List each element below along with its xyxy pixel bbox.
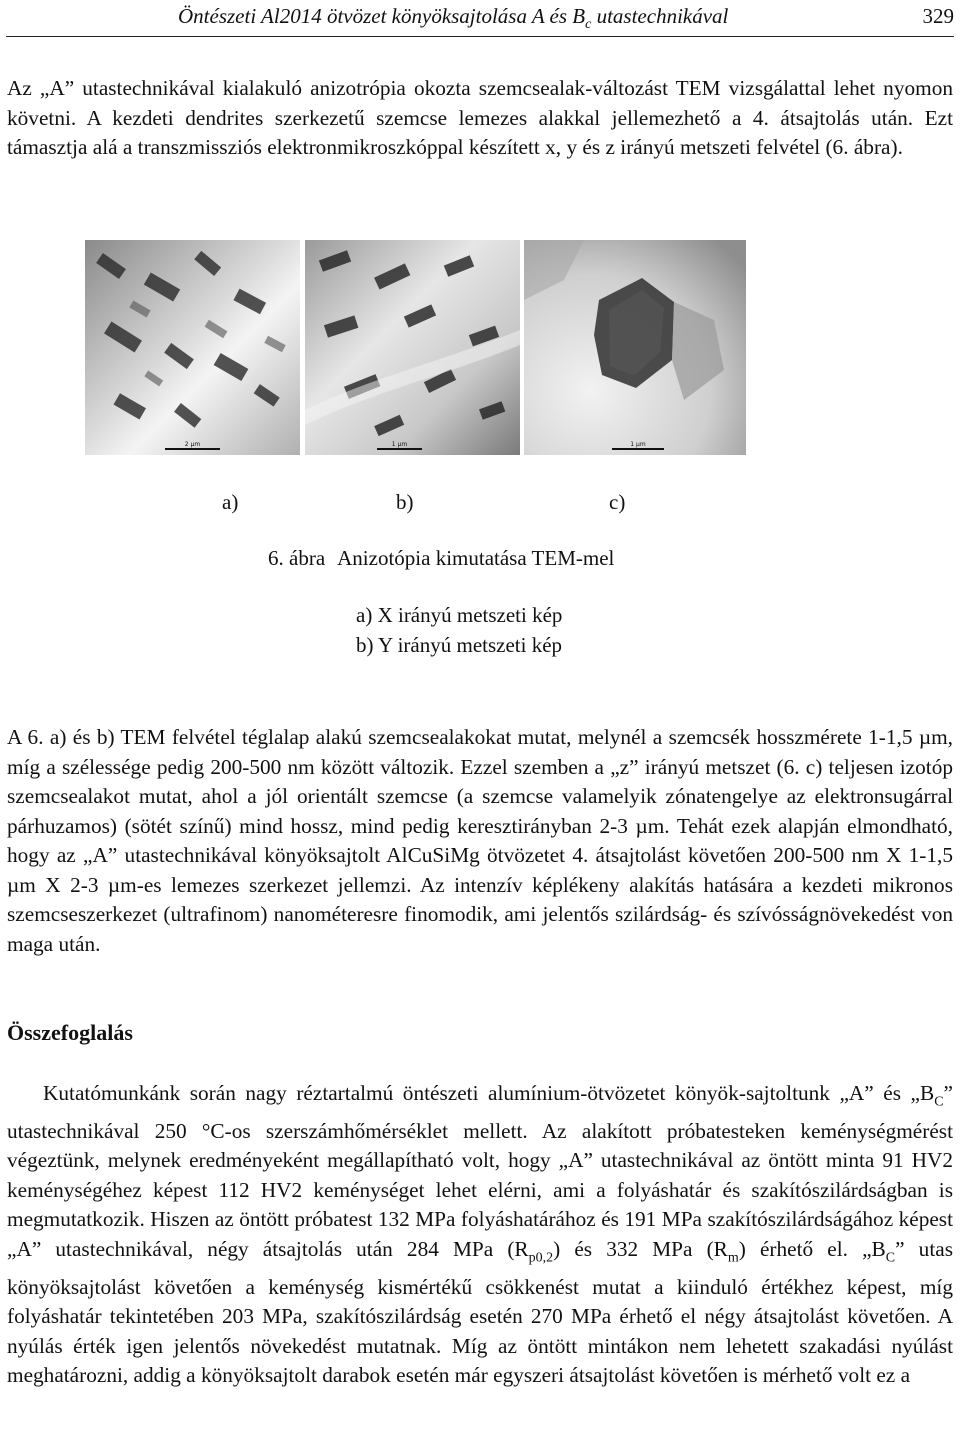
panel-label-a: a) bbox=[222, 490, 239, 514]
scale-bar-b bbox=[377, 448, 422, 450]
scale-bar-label-c: 1 µm bbox=[630, 441, 646, 448]
page-number: 329 bbox=[922, 4, 954, 28]
caption-sub-b: b) Y irányú metszeti kép bbox=[356, 633, 563, 657]
scale-bar-c bbox=[612, 448, 664, 450]
tem-image-x-section bbox=[85, 240, 300, 455]
scale-bar-label-a: 2 µm bbox=[184, 441, 201, 448]
figure-caption: 6. ábra Anizotópia kimutatása TEM-mel bbox=[268, 546, 615, 570]
paragraph-summary: Kutatómunkánk során nagy réztartalmú öntészeti alumínium-ötvözetet könyök-sajtoltunk „A” és $„B_C$” utastechnikával 250 °C-os szerszámhőmérséklet mellett. Az alakított próbatesteken keménységmérést végeztünk, melynek eredményeként megállapítható volt, hogy „A” utastechnikával az öntött minta 91 HV2 keménységéhez képest 112 HV2 keménységet lehet elérni, ami a folyáshatár és szakítószilárdságban is megmutatkozik. Hiszen az öntött próbatest 132 MPa folyáshatárához és 191 MPa szakítószilárdságához képest „A” utastechnikával, négy átsajtolás után 284 MPa $(R_{p0,2})$ és 332 MPa $(R_m)$ érhető el. $„B_C$” utas könyöksajtolást követően a keménység kismértékű csökkenést mutat a kiinduló értékhez képest, míg folyáshatár tekintetében 203 MPa, szakítószilárdság esetén 270 MPa érhető el négy átsajtolást követően. A nyúlás érték igen jelentős növekedést mutatnak. Míg az öntött mintákon nem lehetett szakadási nyúlást meghatározni, addig a könyöksajtolt darabok esetén már egyszeri átsajtolást követően is mérhető volt ez a bbox=[7, 1081, 953, 1387]
panel-label-b: b) bbox=[396, 490, 414, 514]
header-title: Öntészeti Al2014 ötvözet könyöksajtolása A és $B_c$ utastechnikával bbox=[178, 4, 729, 33]
section-heading-summary: Összefoglalás bbox=[7, 1020, 133, 1045]
tem-image-y-section bbox=[305, 240, 520, 455]
paragraph-analysis: A 6. a) és b) TEM felvétel téglalap alakú szemcsealakokat mutat, melynél a szemcsék hosszmérete 1-1,5 µm, míg a szélessége pedig 200-500 nm között változik. Ezzel szemben a „z” irányú metszet (6. c) teljesen izotóp szemcsealakot mutat, ahol a jól orientált szemcse (a szemcse valamelyik zónatengelye az elektronsugárral párhuzamos) (sötét színű) mind hossz, mind pedig keresztirányban 2-3 µm. Tehát ezek alapján elmondható, hogy az „A” utastechnikával könyöksajtolt AlCuSiMg ötvözetet 4. átsajtolást követően 200-500 nm X 1-1,5 µm X 2-3 µm-es lemezes szerkezet jellemzi. Az intenzív képlékeny alakítás hatására a kezdeti mikronos szemcseszerkezet (ultrafinom) nanométeresre finomodik, ami jelentős szilárdság- és szívósságnövekedést von maga után. bbox=[7, 725, 953, 956]
caption-sub-a: a) X irányú metszeti kép bbox=[356, 603, 563, 627]
paragraph-intro: Az „A” utastechnikával kialakuló anizotrópia okozta szemcsealak-változást TEM vizsgálattal lehet nyomon követni. A kezdeti dendrites szerkezetű szemcse lemezes alakkal jellemezhető a 4. átsajtolás után. Ezt támasztja alá a transzmissziós elektronmikroszkóppal készített x, y és z irányú metszeti felvétel (6. ábra). bbox=[7, 76, 953, 159]
tem-image-z-section bbox=[524, 240, 746, 455]
scale-bar-a bbox=[165, 448, 220, 450]
panel-label-c: c) bbox=[609, 490, 626, 514]
scale-bar-label-b: 1 µm bbox=[391, 441, 408, 448]
running-header bbox=[6, 0, 954, 37]
